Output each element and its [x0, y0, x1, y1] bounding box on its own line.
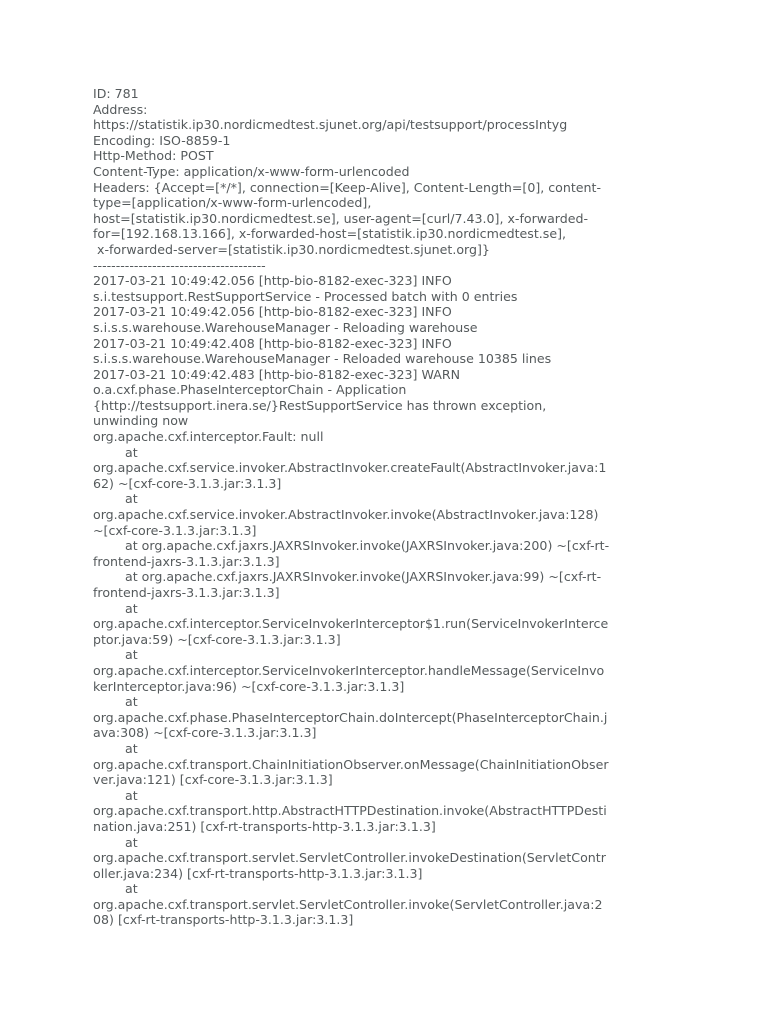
log-line: Content-Type: application/x-www-form-urlencoded [93, 163, 410, 179]
log-line: 08) [cxf-rt-transports-http-3.1.3.jar:3.1.3] [93, 912, 354, 928]
log-line: ~[cxf-core-3.1.3.jar:3.1.3] [93, 522, 257, 538]
log-line: s.i.s.s.warehouse.WarehouseManager - Reloaded warehouse 10385 lines [93, 351, 552, 367]
log-line: ptor.java:59) ~[cxf-core-3.1.3.jar:3.1.3] [93, 631, 341, 647]
log-line: frontend-jaxrs-3.1.3.jar:3.1.3] [93, 585, 280, 600]
log-line: nation.java:251) [cxf-rt-transports-http-3.1.3.jar:3.1.3] [93, 818, 436, 834]
log-line: for=[192.168.13.166], x-forwarded-host=[statistik.ip30.nordicmedtest.se], [93, 226, 567, 242]
log-line: oller.java:234) [cxf-rt-transports-http-3.1.3.jar:3.1.3] [93, 865, 423, 881]
log-line: org.apache.cxf.transport.ChainInitiationObserver.onMessage(ChainInitiationObser [93, 756, 609, 772]
log-line: frontend-jaxrs-3.1.3.jar:3.1.3] [93, 553, 280, 569]
log-line: s.i.testsupport.RestSupportService - Processed batch with 0 entries [93, 288, 518, 304]
log-line: -------------------------------------- [93, 257, 266, 273]
log-line: org.apache.cxf.interceptor.ServiceInvokerInterceptor.handleMessage(ServiceInvo [93, 662, 605, 678]
log-line: at [93, 834, 138, 850]
log-line: 2017-03-21 10:49:42.483 [http-bio-8182-exec-323] WARN [93, 366, 460, 382]
log-line: x-forwarded-server=[statistik.ip30.nordicmedtest.sjunet.org]} [93, 241, 490, 257]
log-line: org.apache.cxf.service.invoker.AbstractInvoker.createFault(AbstractInvoker.java:1 [93, 460, 607, 476]
log-line: at [93, 787, 138, 803]
log-line: o.a.cxf.phase.PhaseInterceptorChain - Application [93, 382, 407, 398]
log-line: org.apache.cxf.transport.http.AbstractHTTPDestination.invoke(AbstractHTTPDesti [93, 803, 607, 819]
log-line: ver.java:121) [cxf-core-3.1.3.jar:3.1.3] [93, 772, 333, 788]
log-line: at [93, 491, 138, 507]
log-line: ID: 781 [93, 86, 139, 101]
log-line: at [93, 600, 138, 616]
log-line: kerInterceptor.java:96) ~[cxf-core-3.1.3.jar:3.1.3] [93, 678, 405, 694]
log-line: unwinding now [93, 413, 189, 429]
log-line: org.apache.cxf.service.invoker.AbstractInvoker.invoke(AbstractInvoker.java:128) [93, 507, 599, 523]
log-line: org.apache.cxf.interceptor.ServiceInvokerInterceptor$1.run(ServiceInvokerInterce [93, 616, 609, 632]
log-line: at [93, 647, 138, 663]
log-line: Encoding: ISO-8859-1 [93, 132, 231, 148]
log-line: org.apache.cxf.transport.servlet.ServletController.invoke(ServletController.java:2 [93, 896, 603, 912]
log-line: Headers: {Accept=[*/*], connection=[Keep-Alive], Content-Length=[0], content- [93, 179, 602, 195]
log-line: Address: [93, 101, 148, 117]
log-line: org.apache.cxf.phase.PhaseInterceptorChain.doIntercept(PhaseInterceptorChain.j [93, 709, 608, 725]
log-line: host=[statistik.ip30.nordicmedtest.se], user-agent=[curl/7.43.0], x-forwarded- [93, 210, 589, 226]
log-line: org.apache.cxf.interceptor.Fault: null [93, 429, 324, 445]
log-line: at [93, 694, 138, 710]
log-line: at org.apache.cxf.jaxrs.JAXRSInvoker.invoke(JAXRSInvoker.java:99) ~[cxf-rt- [93, 569, 602, 585]
log-line: 2017-03-21 10:49:42.408 [http-bio-8182-exec-323] INFO [93, 335, 452, 351]
log-line: at [93, 740, 138, 756]
log-line: org.apache.cxf.transport.servlet.ServletController.invokeDestination(ServletContr [93, 850, 606, 866]
log-line: 62) ~[cxf-core-3.1.3.jar:3.1.3] [93, 475, 282, 491]
log-line: {http://testsupport.inera.se/}RestSupportService has thrown exception, [93, 397, 547, 413]
log-line: 2017-03-21 10:49:42.056 [http-bio-8182-exec-323] INFO [93, 273, 452, 289]
log-line: ava:308) ~[cxf-core-3.1.3.jar:3.1.3] [93, 725, 317, 741]
log-line: at org.apache.cxf.jaxrs.JAXRSInvoker.invoke(JAXRSInvoker.java:200) ~[cxf-rt- [93, 538, 610, 554]
log-line: at [93, 444, 138, 460]
log-line: Http-Method: POST [93, 148, 214, 164]
log-line: https://statistik.ip30.nordicmedtest.sjunet.org/api/testsupport/processIntyg [93, 117, 568, 133]
log-line: 2017-03-21 10:49:42.056 [http-bio-8182-exec-323] INFO [93, 304, 452, 320]
log-text-view [93, 86, 675, 928]
log-line: s.i.s.s.warehouse.WarehouseManager - Reloading warehouse [93, 319, 478, 335]
log-line: at [93, 881, 138, 897]
log-line: type=[application/x-www-form-urlencoded], [93, 195, 372, 211]
